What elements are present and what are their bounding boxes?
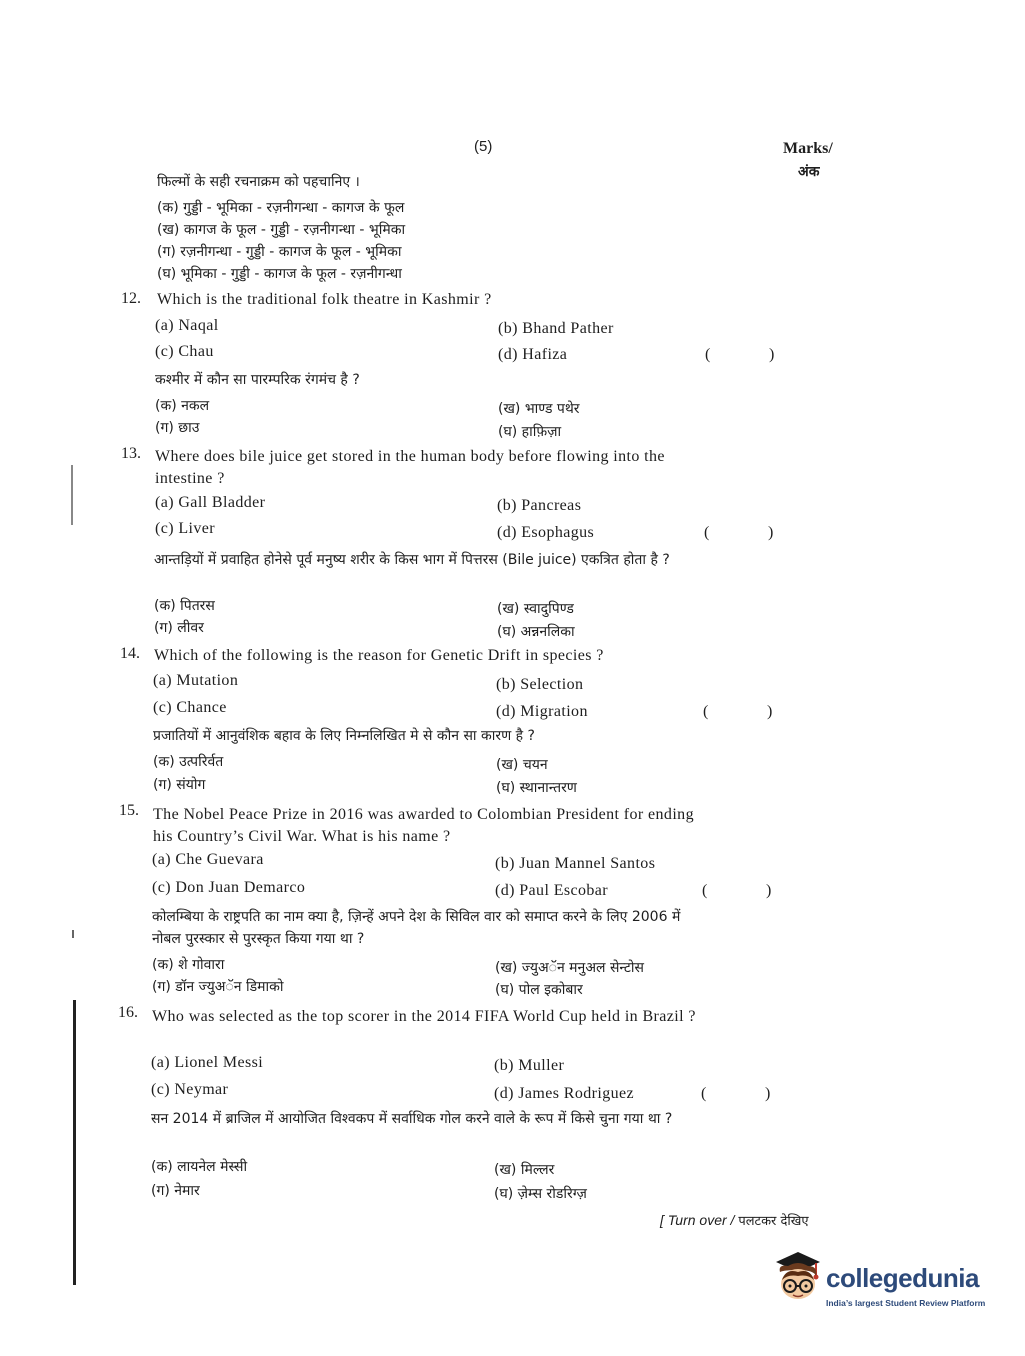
collegedunia-mascot-icon xyxy=(768,1250,828,1308)
question-16-hindi: सन 2014 में ब्राजिल में आयोजित विश्वकप में सर्वाधिक गोल करने वाले के रूप में किसे चुना गया था ? xyxy=(151,1111,673,1127)
question-13-number: 13. xyxy=(121,445,141,462)
question-14-number: 14. xyxy=(120,645,140,662)
q14-option-c: (c) Chance xyxy=(153,699,227,716)
q12-option-b: (b) Bhand Pather xyxy=(498,320,614,337)
q13-option-ka: (क) पितरस xyxy=(154,598,215,614)
q12-option-a: (a) Naqal xyxy=(155,317,219,334)
answer-bracket-close: ) xyxy=(766,882,772,899)
answer-bracket-open: ( xyxy=(701,1085,707,1102)
q14-option-kha: (ख) चयन xyxy=(496,757,548,773)
q15-option-a: (a) Che Guevara xyxy=(152,851,264,868)
q13-option-gha: (घ) अन्ननलिका xyxy=(497,624,575,640)
q15-option-c: (c) Don Juan Demarco xyxy=(152,879,306,896)
q16-option-b: (b) Muller xyxy=(494,1057,565,1074)
q15-option-d: (d) Paul Escobar xyxy=(495,882,609,899)
q16-option-d: (d) James Rodriguez xyxy=(494,1085,635,1102)
marks-label: Marks/ xyxy=(783,140,833,157)
q12-option-d: (d) Hafiza xyxy=(498,346,568,363)
q15-option-gha: (घ) पोल इकोबार xyxy=(495,982,583,998)
binding-mark xyxy=(72,930,74,938)
answer-bracket-open: ( xyxy=(705,346,711,363)
answer-bracket-close: ) xyxy=(768,524,774,541)
q12-option-gha: (घ) हाफ़िज़ा xyxy=(498,424,562,440)
q11-option-kha: (ख) कागज के फूल - गुड्डी - रज़नीगन्धा - भूमिका xyxy=(157,222,406,238)
q12-option-c: (c) Chau xyxy=(155,343,214,360)
answer-bracket-open: ( xyxy=(704,524,710,541)
collegedunia-tagline: India’s largest Student Review Platform xyxy=(826,1298,986,1308)
question-16-number: 16. xyxy=(118,1004,138,1021)
turn-over-note xyxy=(660,1211,809,1229)
q16-option-ka: (क) लायनेल मेस्सी xyxy=(151,1159,248,1175)
answer-bracket-open: ( xyxy=(702,882,708,899)
q13-option-kha: (ख) स्वादुपिण्ड xyxy=(497,601,574,617)
page-number: (5) xyxy=(474,138,493,155)
question-16-text: Who was selected as the top scorer in the 2014 FIFA World Cup held in Brazil ? xyxy=(152,1008,696,1025)
q14-option-a: (a) Mutation xyxy=(153,672,239,689)
q12-option-ga: (ग) छाउ xyxy=(155,420,200,436)
question-15-text: The Nobel Peace Prize in 2016 was awarded to Colombian President for ending his Country’s Civil War. What is his name ? xyxy=(153,806,694,845)
question-14-text: Which of the following is the reason for Genetic Drift in species ? xyxy=(154,647,604,664)
marks-label-hindi: अंक xyxy=(798,164,820,180)
q13-option-c: (c) Liver xyxy=(155,520,216,537)
q15-option-ka: (क) शे गोवारा xyxy=(152,957,225,973)
question-15-hindi: कोलम्बिया के राष्ट्रपति का नाम क्या है, ज़िन्हें अपने देश के सिविल वार को समाप्त करने के लिए 2006 में नोबल पुरस्कार से पुरस्कृत किया गया था ? xyxy=(152,909,681,947)
question-13-hindi: आन्तड़ियों में प्रवाहित होनेसे पूर्व मनुष्य शरीर के किस भाग में पित्तरस (Bile juice) एकत्रित होता है ? xyxy=(154,552,670,568)
q16-option-c: (c) Neymar xyxy=(151,1081,229,1098)
answer-bracket-open: ( xyxy=(703,703,709,720)
question-12-hindi: कश्मीर में कौन सा पारम्परिक रंगमंच है ? xyxy=(155,372,360,388)
answer-bracket-close: ) xyxy=(769,346,775,363)
q14-option-b: (b) Selection xyxy=(496,676,584,693)
collegedunia-logo: collegedunia xyxy=(826,1263,979,1293)
q12-option-kha: (ख) भाण्ड पथेर xyxy=(498,401,580,417)
turn-over-hindi: पलटकर देखिए xyxy=(738,1214,809,1229)
q13-option-d: (d) Esophagus xyxy=(497,524,595,541)
q15-option-kha: (ख) ज्युअॅन मनुअल सेन्टोस xyxy=(495,960,644,976)
turn-over-english: [ Turn over / xyxy=(660,1212,735,1228)
q13-option-a: (a) Gall Bladder xyxy=(155,494,266,511)
question-13-text: Where does bile juice get stored in the human body before flowing into the intestine ? xyxy=(155,448,665,487)
q11-option-gha: (घ) भूमिका - गुड्डी - कागज के फूल - रज़नीगन्धा xyxy=(157,266,402,282)
q14-option-gha: (घ) स्थानान्तरण xyxy=(496,780,577,796)
q16-option-kha: (ख) मिल्लर xyxy=(494,1162,555,1178)
q16-option-ga: (ग) नेमार xyxy=(151,1183,200,1199)
q11-option-ga: (ग) रज़नीगन्धा - गुड्डी - कागज के फूल - भूमिका xyxy=(157,244,402,260)
q14-option-d: (d) Migration xyxy=(496,703,588,720)
q15-option-ga: (ग) डॉन ज्युअॅन डिमाको xyxy=(152,979,284,995)
binding-mark xyxy=(71,465,73,525)
q16-option-a: (a) Lionel Messi xyxy=(151,1054,264,1071)
q15-option-b: (b) Juan Mannel Santos xyxy=(495,855,656,872)
q14-option-ka: (क) उत्परिर्वत xyxy=(153,754,224,770)
binding-mark xyxy=(73,1000,76,1285)
question-12-text: Which is the traditional folk theatre in Kashmir ? xyxy=(157,291,492,308)
q12-option-ka: (क) नकल xyxy=(155,398,210,414)
question-15-number: 15. xyxy=(119,802,139,819)
q13-option-b: (b) Pancreas xyxy=(497,497,582,514)
q11-option-ka: (क) गुड्डी - भूमिका - रज़नीगन्धा - कागज के फूल xyxy=(157,200,405,216)
question-11-hindi-tail: फिल्मों के सही रचनाक्रम को पहचानिए । xyxy=(157,174,360,190)
q14-option-ga: (ग) संयोग xyxy=(153,777,206,793)
answer-bracket-close: ) xyxy=(765,1085,771,1102)
q13-option-ga: (ग) लीवर xyxy=(154,620,204,636)
question-12-number: 12. xyxy=(121,290,141,307)
answer-bracket-close: ) xyxy=(767,703,773,720)
question-14-hindi: प्रजातियों में आनुवंशिक बहाव के लिए निम्नलिखित मे से कौन सा कारण है ? xyxy=(153,728,535,744)
q16-option-gha: (घ) ज़ेम्स रोडरिग्ज़ xyxy=(494,1186,587,1202)
